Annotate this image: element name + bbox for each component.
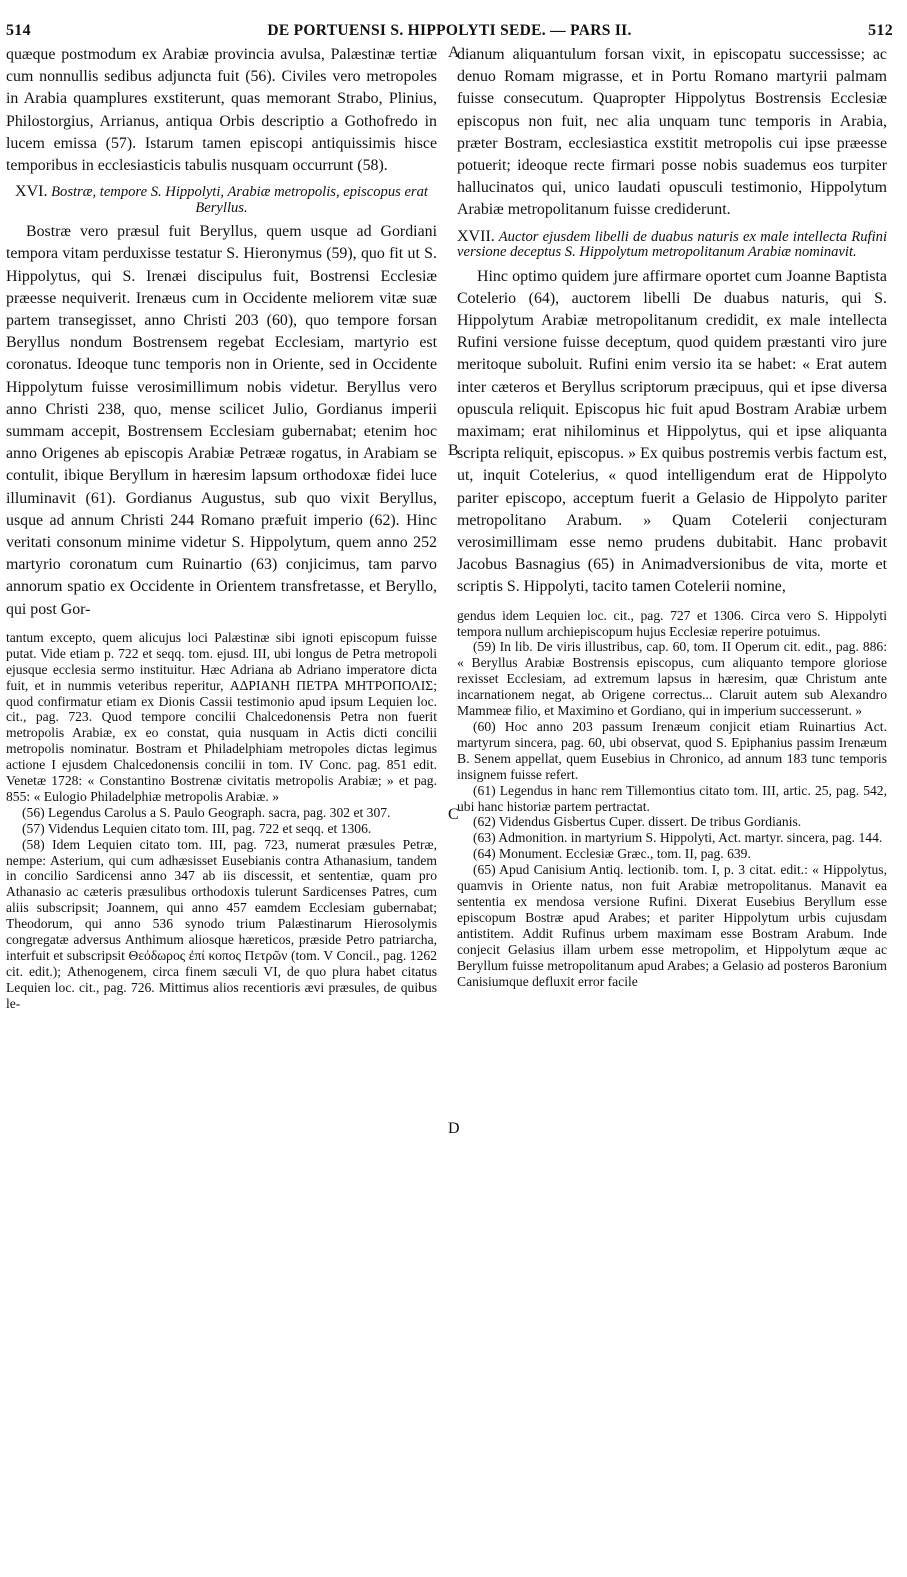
footnote-61: (61) Legendus in hanc rem Tillemontius citato tom. III, artic. 25, pag. 542, ubi hanc historiæ partem pertractat. xyxy=(457,782,887,814)
left-footnotes xyxy=(6,630,437,1012)
footnote-continuation-right: gendus idem Lequien loc. cit., pag. 727 et 1306. Circa vero S. Hippolyti tempora nullum archiepiscopum hujus Ecclesiæ reperire potuimus. xyxy=(457,607,887,639)
section-heading-17 xyxy=(457,229,887,261)
footnote-continuation: tantum excepto, quem alicujus loci Palæstinæ sibi ignoti episcopum fuisse putat. Vide etiam p. 722 et seqq. tom. ejusd. III, ubi longus de Petra metropoli ejusque ecclesia sermo instituitur. Hæc Adriana ab Adriano imperatore dicta fuit, et in nummis veteribus reperitur, ΑΔΡΙΑΝΗ ΠΕΤΡΑ ΜΗΤΡΟΠΟΛΙΣ; quod confirmatur etiam ex Dionis Cassii testimonio apud ipsum Lequien loc. cit., pag. 723. Quod tempore concilii Chalcedonensis Petra non fuerit metropolis Arabiæ, ex eo constat, quia nusquam in Actis dicti concilii metropolis nominatur. Bostram et Philadelphiam metropoles dictas legimus actione I ejusdem Chalcedonensis concilii in tom. IV Conc. pag. 851 edit. Venetæ 1728: « Constantino Bostrenæ civitatis metropolis Arabiæ; » et pag. 855: « Eulogio Philadelphiæ metropolis Arabiæ. » xyxy=(6,629,437,804)
right-page-number: 512 xyxy=(868,22,893,39)
right-main-text xyxy=(457,44,887,599)
right-paragraph-2: Hinc optimo quidem jure affirmare oportet cum Joanne Baptista Cotelerio (64), auctorem libelli De duabus naturis, qui S. Hippolytum Arabiæ metropolitanum credidit, ex male intellecta Rufini versione fuisse deceptum, quod quidem præstanti viro jure meritoque suboluit. Rufini enim versio ita se habet: « Erat autem inter cæteros et Beryllus scriptorum præcipuus, qui et ipse diversa opuscula reliquit. Episcopus hic fuit apud Bostram Arabiæ urbem maximam; erat nihilominus et Hippolytus, qui et ipse aliquanta scripta reliquit, episcopus. » Ex quibus postremis verbis factum est, ut, inquit Cotelerius, « quod intelligendum erat de Hippolyto pariter episcopo, acceptum fuerit a Gelasio de Hippolyto pariter metropolitano Arabum. » Quam Cotelerii conjecturam verosimillimam esse nemo prudens dubitabit. Hanc probavit Jacobus Basnagius (65) in Animadversionibus de vita, morte et scriptis S. Hippolyti, tacito tamen Cotelerii nomine, xyxy=(457,267,887,596)
section-title-16: Bostræ, tempore S. Hippolyti, Arabiæ metropolis, episcopus erat Beryllus. xyxy=(51,184,428,216)
left-paragraph-1: quæque postmodum ex Arabiæ provincia avulsa, Palæstinæ tertiæ cum nonnullis sedibus adjuncta fuit (56). Civiles vero metropoles in Arabia quamplures exstiterunt, quas memorant Strabo, Plinius, Philostorgius, Arrianus, antiqua Orbis descriptio a Gothofredo in lucem emissa (57). Istarum tamen episcopi antiquissimis hisce temporibus in ecclesiasticis tabulis nusquam occurrunt (58). xyxy=(6,46,437,175)
footnote-64: (64) Monument. Ecclesiæ Græc., tom. II, pag. 639. xyxy=(473,846,751,862)
left-paragraph-2: Bostræ vero præsul fuit Beryllus, quem usque ad Gordiani tempora vitam perduxisse testatur S. Hieronymus (59), quo fit ut S. Hippolytus, qui S. Irenæi discipulus fuit, Bostrensi Ecclesiæ præesse nequiverit. Irenæus cum in Occidente meliorem vitæ suæ partem transegisset, anno Christi 203 (60), quo tempore forsan Beryllus nondum Bostrensem regebat Ecclesiam, martyrio est coronatus. Ideoque tunc temporis non in Oriente, sed in Occidente Hippolytum fuisse verosimillimum nobis videtur. Beryllus vero anno Christi 238, quo, mense scilicet Julio, Gordianus imperii summam accepit, Bostrensem Ecclesiam gubernabat; etenim hoc anno Origenes ab episcopis Arabiæ Petrææ rogatus, in Arabiam se contulit, ibique Beryllum in hæresim lapsum orthodoxæ fidei luce illuminavit (61). Gordianus Augustus, sub quo vixit Beryllus, usque ad annum Christi 244 Romano præfuit imperio (62). Hinc veritati consonum minime videtur S. Hippolytum, quem anno 252 martyrio coronatum cum Ruinartio (63) conjicimus, tam parvo annorum spatio ex Occidente in Orientem transfretasse, et Beryllo, qui post Gor- xyxy=(6,223,437,618)
footnote-62: (62) Videndus Gisbertus Cuper. dissert. De tribus Gordianis. xyxy=(473,814,802,830)
section-heading-16 xyxy=(6,184,437,216)
section-number-17: XVII. xyxy=(457,227,495,245)
footnote-59: (59) In lib. De viris illustribus, cap. 60, tom. II Operum cit. edit., pag. 886: « Beryllus Arabiæ Bostrensis episcopus, cum aliquanto tempore gloriose rexisset Ecclesiam, ad extremum lapsus in hæresim, quæ Christum ante incarnationem negat, ab Origene correctus... Claruit autem sub Alexandro Mammeæ filio, et Maximino et Gordiano, qui in imperium successerunt. » xyxy=(457,639,887,719)
section-title-17: Auctor ejusdem libelli de duabus naturis ex male intellecta Rufini versione deceptus S. Hippolytum metropolitanum Arabiæ nominavit. xyxy=(457,228,887,261)
running-header xyxy=(6,22,893,46)
footnote-56: (56) Legendus Carolus a S. Paulo Geograph. sacra, pag. 302 et 307. xyxy=(22,804,391,820)
left-column xyxy=(6,44,443,1012)
marker-c: C xyxy=(448,806,459,823)
right-column xyxy=(443,44,887,1012)
right-paragraph-1: dianum aliquantulum forsan vixit, in episcopatu successisse; ac denuo Romam migrasse, et in Portu Romano martyrii palmam fuisse consecutum. Quapropter Hippolytus Bostrensis Ecclesiæ episcopus non fuit, nec alia unquam tunc temporis in Arabia, præter Bostram, ecclesiastica exstitit metropolis cui ipse præesse potuerit; ideoque recte firmari posse nobis suademus eos turpiter hallucinatos qui, unico laudati opusculi testimonio, Hippolytum Arabiæ metropolitanum fuisse crediderunt. xyxy=(457,46,887,219)
footnote-65: (65) Apud Canisium Antiq. lectionib. tom. I, p. 3 citat. edit.: « Hippolytus, quamvis in Oriente natus, non fuit Arabiæ metropolitanus. Manavit ea sententia ex mendosa versione Rufini. Dixerat Eusebius Beryllum esse episcopum Bostræ apud Arabes; et pariter Hippolytum urbis cujusdam antistitem. Addit Rufinus urbem maximam esse Bostram Arabum. Inde conjecit Gelasius illam urbem esse metropolim, et Hippolytum æque ac Beryllum fuisse metropolitanum apud Arabes; a Gelasio ad posteros Baronium Canisiumque defluxit error facile xyxy=(457,862,887,989)
two-column-body xyxy=(6,44,893,1137)
marker-a: A xyxy=(448,44,460,61)
section-number-16: XVI. xyxy=(15,183,48,201)
left-page-number: 514 xyxy=(6,22,31,39)
footnote-60: (60) Hoc anno 203 passum Irenæum conjicit etiam Ruinartius Act. martyrum sincera, pag. 60, ubi observat, quod S. Epiphanius passim Irenæum B. Senem appellat, quem Eusebius in Chronico, ad annum 183 tunc temporis insignem fuisse refert. xyxy=(457,719,887,782)
running-title: DE PORTUENSI S. HIPPOLYTI SEDE. — PARS II. xyxy=(267,22,632,39)
footnote-57: (57) Videndus Lequien citato tom. III, pag. 722 et seqq. et 1306. xyxy=(22,820,372,836)
marker-b: B xyxy=(448,442,459,459)
marker-d: D xyxy=(448,1120,460,1137)
footnote-58: (58) Idem Lequien citato tom. III, pag. 723, numerat præsules Petræ, nempe: Asterium, qui cum adhæsisset Eusebianis contra Athanasium, tandem in concilio Sardicensi anno 347 ab iis discessit, et sententiæ, quam pro Athanasio ac cæteris præsulibus orthodoxis tulerunt Sardicenses Patres, cum aliis subscripsit; Joannem, qui anno 457 eamdem Ecclesiam gubernabat; Theodorum, qui anno 536 synodo trium Palæstinarum Hierosolymis congregatæ adversus Anthimum aliosque hæreticos, præside Petro patriarcha, interfuit et subscripsit Θεόδωρος ἐπί κοπος Πετρῶν (tom. V Concil., pag. 1262 cit. edit.); Athenogenem, circa finem sæculi VI, de quo plura habet citatus Lequien loc. cit., pag. 726. Mittimus alios recentioris ævi præsules, de quibus le- xyxy=(6,836,437,1011)
right-footnotes xyxy=(457,608,887,990)
left-main-text xyxy=(6,44,437,621)
footnote-63: (63) Admonition. in martyrium S. Hippolyti, Act. martyr. sincera, pag. 144. xyxy=(473,830,883,846)
